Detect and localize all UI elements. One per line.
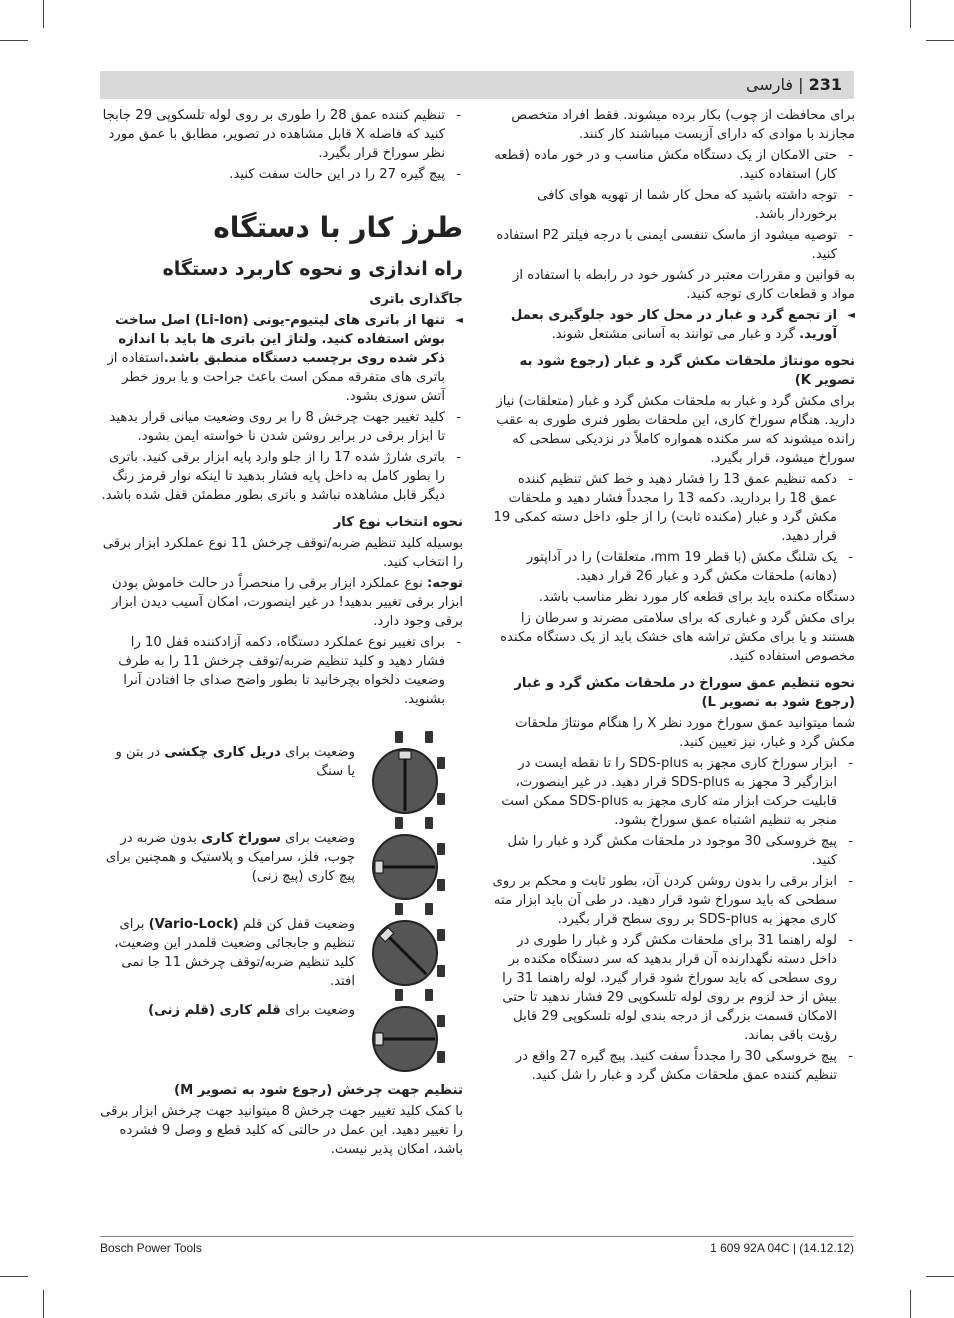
paragraph: به قوانین و مقررات معتبر در کشور خود در رابطه با استفاده از مواد و قطعات کاری توجه کنید.	[512, 268, 855, 302]
warning-item	[491, 306, 855, 344]
mode-description	[105, 915, 355, 991]
list-item: - پیچ خروسکی 30 را مجدداً سفت کنید. پیچ گیره 27 واقع در تنظیم کننده عمق ملحقات مکش گرد و غبار را شل کنید.	[491, 1047, 855, 1085]
knob-marker	[375, 861, 383, 873]
page-header	[100, 71, 854, 99]
mode-selector-icon	[369, 815, 463, 901]
mode-bold: (Vario-Lock)	[148, 917, 239, 932]
page-footer	[100, 1236, 854, 1255]
crop-mark	[926, 1276, 954, 1277]
lock-symbol	[425, 989, 433, 1001]
warning-bold: از تجمع گرد و غبار در محل کار خود جلوگیری بعمل آورید.	[510, 308, 837, 342]
hammer-drill-symbol	[395, 989, 403, 1001]
header-separator: |	[798, 75, 804, 94]
drill-symbol	[437, 1015, 445, 1027]
subheading: نحوه تنظیم عمق سوراخ در ملحقات مکش گرد و غبار (رجوع شود به تصویر L)	[514, 676, 855, 710]
left-top-list	[100, 106, 463, 184]
paragraph: شما میتوانید عمق سوراخ مورد نظر X را هنگام مونتاژ ملحقات مکش گرد و غبار، نیز تعیین کنید.	[515, 716, 855, 750]
mode-item	[100, 729, 463, 815]
mode-intro: بوسیله کلید تنظیم ضربه/توقف چرخش 11 نوع عملکرد ابزار برقی را انتخاب کنید.	[102, 536, 463, 570]
crop-mark	[43, 1290, 44, 1318]
mode-selector-icon	[369, 815, 463, 901]
chisel-symbol	[437, 965, 445, 977]
drill-symbol	[437, 757, 445, 769]
crop-mark	[910, 1290, 911, 1318]
list-item: - لوله راهنما 31 برای ملحقات مکش گرد و غبار را طوری در داخل دسته نگهدارنده آن قرار بدهید که سر دستگاه مکنده بر روی سطحی که باید سوراخ شود قرار گیرد. لوله راهنما 31 را بیش از حد لزوم بر روی لوله تلسکوپی 29 فشار ندهید تا حتی الامکان قسمت بزرگی از درجه بندی لوله تلسکوپی 29 قابل رؤیت باقی بماند.	[491, 931, 855, 1045]
chisel-symbol	[437, 1051, 445, 1063]
mode-bold: قلم کاری (قلم زنی)	[148, 1003, 281, 1018]
warning-rest: گرد و غبار می توانند به آسانی مشتعل شوند.	[551, 327, 800, 342]
left-column	[100, 106, 463, 1161]
list-item: - توصیه میشود از ماسک تنفسی ایمنی با درجه فیلتر P2 استفاده کنید.	[491, 226, 855, 264]
list-item: - ابزار سوراخ کاری مجهز به SDS-plus را تا نقطه ایست در ابزارگیر 3 مجهز به SDS-plus قرار دهید. در غیر اینصورت، قابلیت حرکت ابزار مته کاری مجهز به SDS-plus ممکن است منجر به تنظیم اشتباه عمق سوراخ بشود.	[491, 754, 855, 830]
mode-description	[105, 829, 355, 886]
battery-step: - باتری شارژ شده 17 را از جلو وارد پایه ابزار برقی کنید. باتری را بطور کامل به داخل پایه فشار بدهید تا اینکه نوار قرمز رنگ دیگر قابل مشاهده نباشد و باتری بطور مطمئن قفل شده باشد.	[100, 448, 463, 505]
hammer-drill-symbol	[395, 817, 403, 829]
mode-selector-icon	[369, 987, 463, 1073]
note	[100, 574, 463, 631]
battery-heading: جاگذاری باتری	[369, 292, 463, 307]
mode-item	[100, 987, 463, 1073]
knob-marker	[399, 751, 411, 759]
page-number: 231	[808, 75, 842, 94]
right-column	[491, 106, 855, 1087]
footer-brand: Bosch Power Tools	[100, 1241, 202, 1255]
mode-pre: وضعیت برای	[280, 745, 355, 760]
hammer-drill-symbol	[395, 903, 403, 915]
paragraph: برای مکش گرد و غبار به ملحقات مکش گرد و غبار (متعلقات) نیاز دارید. هنگام سوراخ کاری، این ملحقات بطور فنری طوری به عقب رانده میشوند که سر مکنده همواره کاملاً در نزدیکی سطحی که سوراخ میشود، قرار بگیرد.	[496, 394, 855, 466]
crop-mark	[0, 40, 28, 41]
battery-warning-rest: استفاده از باتری های متفرقه ممکن است باعث جراحت و یا بروز خطر آتش سوزی بشود.	[107, 351, 445, 404]
list-item: - حتی الامکان از یک دستگاه مکش مناسب و در خور ماده (قطعه کار) استفاده کنید.	[491, 146, 855, 184]
battery-steps	[100, 408, 463, 505]
crop-mark	[910, 0, 911, 28]
mode-bold: سوراخ کاری	[201, 831, 281, 846]
mode-post: بدون ضربه در چوب، فلز، سرامیک و پلاستیک و همچنین برای پیچ کاری (پیچ زنی)	[105, 831, 355, 884]
list-item: - دکمه تنظیم عمق 13 را فشار دهید و خط کش تنظیم کننده عمق 18 را بردارید. دکمه 13 را مجدداً فشار دهید و ملحقات مکش گرد و غبار (مکنده ثابت) را از جلو، داخل دسته کمکی 19 قرار دهید.	[491, 470, 855, 546]
mode-post: در بتن و یا سنگ	[115, 745, 355, 779]
paragraph: برای محافظت از چوب) بکار برده میشوند. فقط افراد متخصص مجازند با موادی که دارای آزبست میباشند کار کنند.	[511, 108, 855, 142]
direction-heading: تنظیم جهت چرخش (رجوع شود به تصویر M)	[174, 1083, 463, 1098]
crop-mark	[0, 1276, 28, 1277]
lock-symbol	[425, 731, 433, 743]
mode-heading: نحوه انتخاب نوع کار	[333, 515, 463, 530]
section-title: طرز کار با دستگاه	[213, 211, 463, 244]
footer-doc-id: 1 609 92A 04C | (14.12.12)	[710, 1241, 854, 1255]
subheading: نحوه مونتاژ ملحقات مکش گرد و غبار (رجوع شود به تصویر K)	[519, 354, 855, 388]
list-item: - پیچ گیره 27 را در این حالت سفت کنید.	[100, 165, 463, 184]
mode-description	[105, 743, 355, 781]
lock-symbol	[425, 903, 433, 915]
mode-post: برای تنظیم و جابجائی وضعیت قلمدر این وضعیت، کلید تنظیم ضربه/توقف چرخش 11 جا نمی افتد.	[114, 917, 355, 989]
mode-pre: وضعیت قفل کن قلم	[238, 917, 355, 932]
list-item: - تنظیم کننده عمق 28 را طوری بر روی لوله تلسکوپی 29 جابجا کنید که فاصله X قابل مشاهده در تصویر، مطابق با عمق مورد نظر سوراخ قرار بگیرد.	[100, 106, 463, 163]
paragraph: دستگاه مکنده باید برای قطعه کار مورد نظر مناسب باشد.	[538, 590, 855, 605]
list-item: - یک شلنگ مکش (با قطر 19 mm، متعلقات) را در آداپتور (دهانه) ملحقات مکش گرد و غبار 26 قرار دهید.	[491, 548, 855, 586]
drill-symbol	[437, 929, 445, 941]
battery-step: - کلید تغییر جهت چرخش 8 را بر روی وضعیت میانی قرار بدهید تا ابزار برقی در برابر روشن شدن نا خواسته ایمن بشود.	[100, 408, 463, 446]
section-subtitle: راه اندازی و نحوه کاربرد دستگاه	[162, 258, 463, 280]
mode-selector-icon	[369, 987, 463, 1073]
mode-bold: دریل کاری چکشی	[164, 745, 281, 760]
battery-warning	[100, 311, 463, 406]
direction-text: با کمک کلید تغییر جهت چرخش 8 میتوانید جهت چرخش ابزار برقی را تغییر دهید. این عمل در حالتی که کلید قطع و وصل 9 فشرده باشد، امکان پذیر نیست.	[100, 1104, 463, 1157]
battery-warning-bold: تنها از باتری های لیتیوم-یونی (Li-Ion) اصل ساخت بوش استفاده کنید. ولتاژ این باتری ها باید با اندازه ذکر شده روی برچسب دستگاه منطبق باشد.	[115, 313, 445, 366]
list-item: - پیچ خروسکی 30 موجود در ملحقات مکش گرد و غبار را شل کنید.	[491, 832, 855, 870]
crop-mark	[43, 0, 44, 28]
knob-marker	[375, 1033, 383, 1045]
paragraph: برای مکش گرد و غباری که برای سلامتی مضرند و سرطان زا هستند و یا برای مکش تراشه های خشک باید از یک دستگاه مکنده مخصوص استفاده کنید.	[500, 611, 855, 664]
mode-selector-icon	[369, 901, 463, 987]
list-item: - ابزار برقی را بدون روشن کردن آن، بطور ثابت و محکم بر روی سطحی که باید سوراخ شود قرار دهید. در طی آن باید ابزار مته کاری مجهز به SDS-plus بر روی سطح قرار بگیرد.	[491, 872, 855, 929]
mode-pre: وضعیت برای	[280, 831, 355, 846]
note-label: توجه:	[427, 576, 463, 591]
header-text	[746, 75, 842, 94]
drill-symbol	[437, 843, 445, 855]
note-text: نوع عملکرد ابزار برقی را منحصراً در حالت خاموش بودن ابزار برقی تغییر بدهید! در غیر اینصورت، امکان آسیب دیدن ابزار برقی وجود دارد.	[112, 576, 463, 629]
chisel-symbol	[437, 793, 445, 805]
mode-selector-icon	[369, 901, 463, 987]
mode-pre: وضعیت برای	[280, 1003, 355, 1018]
mode-step: - برای تغییر نوع عملکرد دستگاه، دکمه آزادکننده قفل 10 را فشار دهید و کلید تنظیم ضربه/توقف چرخش 11 را به طرف وضعیت دلخواه بچرخانید تا بطور واضح صدای جا افتادن آنرا بشنوید.	[100, 633, 463, 709]
hammer-drill-symbol	[395, 731, 403, 743]
mode-selector-icon	[369, 729, 463, 815]
chisel-symbol	[437, 879, 445, 891]
mode-item	[100, 815, 463, 901]
crop-mark	[926, 40, 954, 41]
mode-selector-icon	[369, 729, 463, 815]
mode-list	[100, 729, 463, 1073]
mode-item	[100, 901, 463, 987]
list-item: - توجه داشته باشید که محل کار شما از تهویه هوای کافی برخوردار باشد.	[491, 186, 855, 224]
mode-description	[105, 1001, 355, 1020]
header-language: فارسی	[746, 75, 794, 94]
lock-symbol	[425, 817, 433, 829]
